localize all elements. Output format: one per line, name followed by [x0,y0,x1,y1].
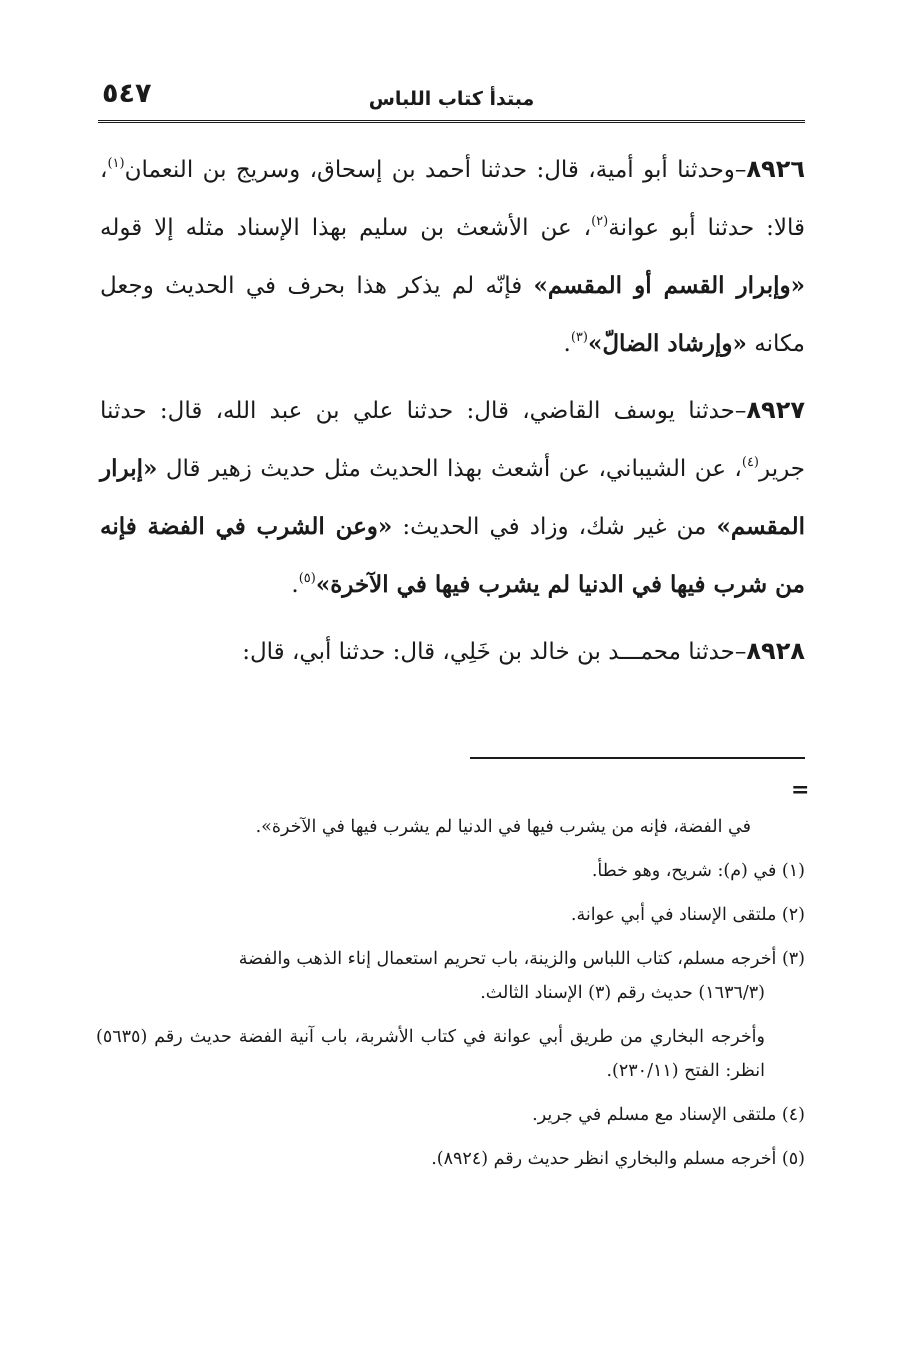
hadith-text: ، قالا: حدثنا أبو عوانة [100,157,805,241]
quoted-text: «وإبرار القسم أو المقسم» [533,272,805,299]
hadith-8926 [100,140,805,373]
footnote-carryover: في الفضة، فإنه من يشرب فيها في الدنيا لم يشرب فيها في الآخرة». [255,817,751,837]
footnote-5: (٥) أخرجه مسلم والبخاري انظر حديث رقم (٨٩٢٤). [431,1149,805,1169]
footnote-ref: (١) [107,156,125,171]
continuation-mark: = [791,777,810,803]
hadith-text: . [291,572,299,598]
hadith-text: من غير شك، وزاد في الحديث: [392,514,717,540]
footnote-separator [470,757,805,759]
footnote-4: (٤) ملتقى الإسناد مع مسلم في جرير. [532,1105,805,1125]
footnote-3-line: (٣) أخرجه مسلم، كتاب اللباس والزينة، باب تحريم استعمال إناء الذهب والفضة [238,949,805,969]
main-text [100,140,805,689]
hadith-text: –حدثنا يوسف القاضي، قال: حدثنا علي بن عبد الله، قال: حدثنا جرير [100,398,805,482]
hadith-text: فإنّه لم يذكر هذا بحرف في الحديث وجعل مكانه [100,273,805,357]
footnote-ref: (٣) [570,330,588,345]
hadith-number: ٨٩٢٧ [746,396,805,424]
hadith-number: ٨٩٢٦ [746,155,805,183]
quoted-text: «وإرشاد الضالّ» [587,330,747,357]
page-header [98,74,805,120]
hadith-text: –حدثنا محمـــد بن خالد بن خَلِي، قال: حدثنا أبي، قال: [242,639,747,665]
footnote-3-additional: وأخرجه البخاري من طريق أبي عوانة في كتاب الأشربة، باب آنية الفضة حديث رقم (٥٦٣٥) انظر: الفتح (٢٣٠/١١). [96,1027,765,1081]
header-rule [98,120,805,123]
hadith-text: ، عن الأشعث بن سليم بهذا الإسناد مثله إلا قوله [100,215,592,241]
quoted-text: «وعن الشرب في الفضة فإنه من شرب فيها في الدنيا لم يشرب فيها في الآخرة» [100,513,805,598]
quoted-text: «إبرار المقسم» [100,455,805,540]
hadith-text: . [563,331,571,357]
footnotes [96,810,805,1186]
hadith-text: ، عن الشيباني، عن أشعث بهذا الحديث مثل حديث زهير قال [157,456,742,482]
footnote-ref: (٢) [591,214,609,229]
footnote-ref: (٥) [298,571,316,586]
hadith-text: –وحدثنا أبو أمية، قال: حدثنا أحمد بن إسحاق، وسريج بن النعمان [124,157,747,183]
page-number: ٥٤٧ [102,78,152,109]
footnote-1: (١) في (م): شريح، وهو خطأ. [591,861,805,881]
running-title: مبتدأ كتاب اللباس [368,88,535,110]
hadith-number: ٨٩٢٨ [746,637,805,665]
footnote-ref: (٤) [741,455,759,470]
footnote-2: (٢) ملتقى الإسناد في أبي عوانة. [570,905,805,925]
hadith-8928 [100,622,805,681]
footnote-3 [96,942,805,1010]
hadith-8927 [100,381,805,614]
footnote-3-line: (١٦٣٦/٣) حديث رقم (٣) الإسناد الثالث. [480,983,765,1003]
